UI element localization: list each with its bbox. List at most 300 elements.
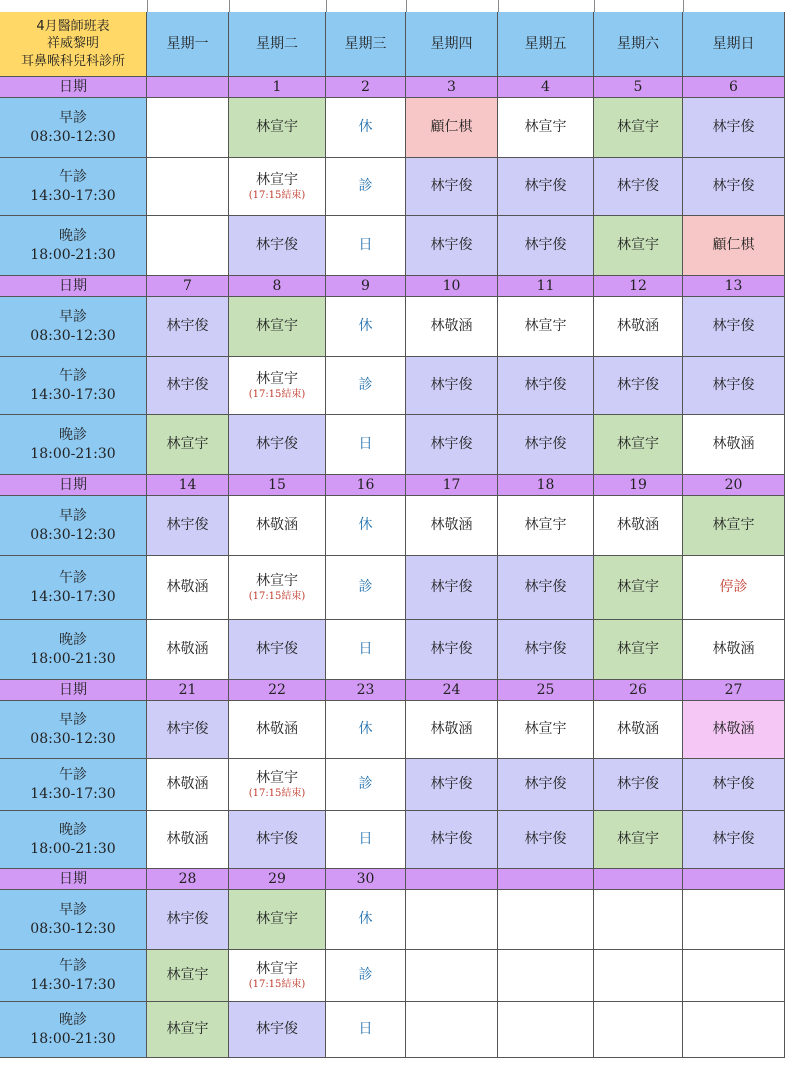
schedule-cell bbox=[594, 620, 683, 680]
doctor-name: 林宣宇 bbox=[617, 831, 659, 848]
schedule-cell bbox=[683, 357, 785, 415]
schedule-cell bbox=[229, 216, 326, 276]
date-number: 3 bbox=[447, 78, 456, 95]
session-time: 14:30-17:30 bbox=[30, 187, 116, 204]
session-name: 晚診 bbox=[59, 821, 87, 838]
session-name: 早診 bbox=[59, 901, 87, 918]
schedule-cell bbox=[406, 950, 498, 1002]
doctor-name: 林宇俊 bbox=[430, 178, 473, 195]
session-name: 午診 bbox=[59, 367, 87, 384]
schedule-cell bbox=[498, 158, 594, 216]
schedule-cell bbox=[683, 950, 785, 1002]
schedule-cell bbox=[594, 701, 683, 759]
date-row-label bbox=[0, 680, 147, 701]
doctor-name: 林宣宇 bbox=[524, 318, 567, 335]
date-cell bbox=[229, 869, 326, 890]
session-label bbox=[0, 216, 147, 276]
date-number: 7 bbox=[183, 277, 192, 294]
weekday-label: 星期四 bbox=[430, 35, 473, 52]
date-number: 23 bbox=[356, 681, 375, 698]
date-row-label bbox=[0, 869, 147, 890]
schedule-cell bbox=[594, 890, 683, 950]
session-label bbox=[0, 158, 147, 216]
schedule-cell bbox=[229, 701, 326, 759]
doctor-name: 林宣宇 bbox=[256, 119, 298, 136]
doctor-name: 林宇俊 bbox=[617, 377, 659, 394]
date-cell bbox=[498, 680, 594, 701]
schedule-cell bbox=[406, 759, 498, 811]
title-cell bbox=[0, 12, 147, 77]
doctor-name: 林宣宇 bbox=[256, 770, 298, 787]
doctor-name: 林敬涵 bbox=[430, 721, 473, 738]
schedule-cell bbox=[498, 415, 594, 475]
gridline bbox=[594, 0, 595, 12]
schedule-cell bbox=[683, 701, 785, 759]
schedule-cell bbox=[406, 1002, 498, 1058]
session-time: 18:00-21:30 bbox=[30, 650, 116, 667]
doctor-name: 林敬涵 bbox=[256, 517, 298, 534]
session-name: 早診 bbox=[59, 109, 87, 126]
weekday-header bbox=[594, 12, 683, 77]
schedule-cell bbox=[326, 701, 406, 759]
gridline bbox=[683, 0, 684, 12]
doctor-name: 顧仁棋 bbox=[712, 237, 755, 254]
schedule-cell bbox=[406, 98, 498, 158]
doctor-name: 林敬涵 bbox=[712, 641, 755, 658]
schedule-cell bbox=[147, 1002, 229, 1058]
doctor-name: 林宇俊 bbox=[430, 776, 473, 793]
schedule-cell bbox=[147, 890, 229, 950]
doctor-name: 林宇俊 bbox=[166, 721, 209, 738]
session-label bbox=[0, 1002, 147, 1058]
schedule-cell bbox=[229, 620, 326, 680]
date-number: 14 bbox=[178, 476, 197, 493]
schedule-cell bbox=[683, 811, 785, 869]
session-time: 14:30-17:30 bbox=[30, 785, 116, 802]
doctor-name: 林宣宇 bbox=[712, 517, 755, 534]
doctor-name: 林宇俊 bbox=[524, 436, 567, 453]
doctor-name: 林敬涵 bbox=[430, 517, 473, 534]
date-label: 日期 bbox=[59, 277, 87, 294]
session-time: 18:00-21:30 bbox=[30, 840, 116, 857]
gridline bbox=[498, 0, 499, 12]
session-name: 午診 bbox=[59, 766, 87, 783]
closed-marker: 診 bbox=[358, 579, 373, 596]
doctor-name: 林宇俊 bbox=[166, 517, 209, 534]
schedule-cell bbox=[229, 890, 326, 950]
closed-marker: 休 bbox=[358, 318, 373, 335]
date-row-label bbox=[0, 77, 147, 98]
doctor-name: 林宣宇 bbox=[166, 1021, 209, 1038]
schedule-cell bbox=[326, 158, 406, 216]
weekday-header bbox=[498, 12, 594, 77]
schedule-cell bbox=[498, 811, 594, 869]
doctor-name: 林宣宇 bbox=[617, 436, 659, 453]
session-label bbox=[0, 950, 147, 1002]
session-name: 晚診 bbox=[59, 631, 87, 648]
date-number: 19 bbox=[629, 476, 647, 493]
session-name: 午診 bbox=[59, 957, 87, 974]
weekday-header bbox=[406, 12, 498, 77]
date-number: 8 bbox=[272, 277, 282, 294]
title-line-2: 祥威黎明 bbox=[46, 36, 99, 52]
date-number: 21 bbox=[178, 681, 197, 698]
date-cell bbox=[406, 680, 498, 701]
schedule-cell bbox=[406, 620, 498, 680]
schedule-cell bbox=[594, 950, 683, 1002]
schedule-cell bbox=[326, 357, 406, 415]
schedule-cell bbox=[229, 950, 326, 1002]
schedule-cell bbox=[498, 357, 594, 415]
schedule-cell bbox=[229, 1002, 326, 1058]
schedule-cell bbox=[406, 701, 498, 759]
session-label bbox=[0, 415, 147, 475]
session-label bbox=[0, 556, 147, 620]
schedule-cell bbox=[326, 415, 406, 475]
schedule-cell bbox=[406, 158, 498, 216]
doctor-name: 林宇俊 bbox=[430, 237, 473, 254]
schedule-cell bbox=[406, 415, 498, 475]
date-label: 日期 bbox=[59, 681, 87, 698]
closed-marker: 診 bbox=[358, 776, 373, 793]
session-name: 晚診 bbox=[59, 1011, 87, 1028]
closed-marker: 日 bbox=[358, 641, 373, 658]
schedule-cell bbox=[229, 297, 326, 357]
schedule-cell bbox=[229, 811, 326, 869]
weekday-label: 星期日 bbox=[712, 35, 755, 52]
date-number: 22 bbox=[268, 681, 286, 698]
date-cell bbox=[683, 869, 785, 890]
schedule-cell bbox=[594, 216, 683, 276]
schedule-cell bbox=[326, 620, 406, 680]
date-cell bbox=[147, 77, 229, 98]
end-time-note: (17:15結束) bbox=[248, 189, 306, 201]
date-cell bbox=[498, 475, 594, 496]
schedule-cell bbox=[498, 890, 594, 950]
doctor-name: 林宣宇 bbox=[256, 573, 298, 590]
schedule-cell bbox=[406, 297, 498, 357]
schedule-cell bbox=[147, 950, 229, 1002]
date-number: 9 bbox=[361, 277, 370, 294]
date-cell bbox=[594, 276, 683, 297]
doctor-name: 林宇俊 bbox=[524, 178, 567, 195]
closed-marker: 診 bbox=[358, 967, 373, 984]
doctor-name: 林宣宇 bbox=[256, 911, 298, 928]
date-number: 18 bbox=[536, 476, 555, 493]
doctor-name: 林宇俊 bbox=[166, 318, 209, 335]
doctor-name: 林宣宇 bbox=[524, 721, 567, 738]
doctor-name: 林宇俊 bbox=[712, 377, 755, 394]
schedule-cell bbox=[498, 701, 594, 759]
doctor-name: 林宣宇 bbox=[617, 119, 659, 136]
end-time-note: (17:15結束) bbox=[248, 978, 306, 990]
date-cell bbox=[229, 276, 326, 297]
doctor-name: 林敬涵 bbox=[256, 721, 298, 738]
schedule-cell bbox=[147, 811, 229, 869]
date-cell bbox=[683, 680, 785, 701]
schedule-cell bbox=[147, 158, 229, 216]
session-time: 18:00-21:30 bbox=[30, 1030, 116, 1047]
doctor-name: 林宇俊 bbox=[524, 237, 567, 254]
date-cell bbox=[498, 77, 594, 98]
date-row-label bbox=[0, 276, 147, 297]
doctor-name: 林宇俊 bbox=[430, 377, 473, 394]
date-cell bbox=[147, 475, 229, 496]
schedule-cell bbox=[498, 950, 594, 1002]
schedule-cell bbox=[498, 620, 594, 680]
session-time: 14:30-17:30 bbox=[30, 588, 116, 605]
date-cell bbox=[229, 77, 326, 98]
weekday-label: 星期六 bbox=[617, 35, 659, 52]
schedule-cell bbox=[498, 297, 594, 357]
schedule-cell bbox=[498, 216, 594, 276]
title-line-1: 4月醫師班表 bbox=[36, 18, 110, 34]
date-label: 日期 bbox=[59, 78, 87, 95]
date-cell bbox=[406, 276, 498, 297]
session-name: 晚診 bbox=[59, 227, 87, 244]
session-name: 早診 bbox=[59, 308, 87, 325]
gridline bbox=[406, 0, 407, 12]
date-cell bbox=[683, 276, 785, 297]
date-cell bbox=[594, 475, 683, 496]
schedule-cell bbox=[498, 556, 594, 620]
doctor-name: 林敬涵 bbox=[617, 721, 659, 738]
doctor-name: 林宣宇 bbox=[166, 436, 209, 453]
doctor-name: 林敬涵 bbox=[712, 721, 755, 738]
schedule-cell bbox=[406, 556, 498, 620]
date-number: 17 bbox=[442, 476, 461, 493]
doctor-name: 顧仁棋 bbox=[430, 119, 473, 136]
weekday-label: 星期三 bbox=[344, 35, 387, 52]
session-name: 早診 bbox=[59, 507, 87, 524]
schedule-cell bbox=[683, 759, 785, 811]
date-cell bbox=[326, 869, 406, 890]
date-cell bbox=[406, 77, 498, 98]
doctor-name: 林宇俊 bbox=[712, 318, 755, 335]
schedule-cell bbox=[147, 216, 229, 276]
date-number: 29 bbox=[268, 870, 286, 887]
session-label bbox=[0, 496, 147, 556]
doctor-name: 林敬涵 bbox=[166, 579, 209, 596]
session-name: 午診 bbox=[59, 569, 87, 586]
doctor-name: 林宇俊 bbox=[617, 776, 659, 793]
schedule-cell bbox=[683, 1002, 785, 1058]
closed-marker: 日 bbox=[358, 831, 373, 848]
schedule-cell bbox=[147, 357, 229, 415]
date-cell bbox=[594, 869, 683, 890]
schedule-cell bbox=[326, 216, 406, 276]
doctor-name: 林敬涵 bbox=[617, 517, 659, 534]
schedule-cell bbox=[683, 556, 785, 620]
session-time: 14:30-17:30 bbox=[30, 386, 116, 403]
schedule-cell bbox=[594, 415, 683, 475]
doctor-name: 林敬涵 bbox=[166, 641, 209, 658]
doctor-name: 林宣宇 bbox=[166, 967, 209, 984]
schedule-cell bbox=[147, 98, 229, 158]
date-number: 20 bbox=[724, 476, 743, 493]
doctor-name: 林宣宇 bbox=[617, 237, 659, 254]
gridline bbox=[229, 0, 230, 12]
weekday-label: 星期二 bbox=[256, 35, 298, 52]
date-number: 5 bbox=[633, 78, 643, 95]
end-time-note: (17:15結束) bbox=[248, 787, 306, 799]
closed-marker: 日 bbox=[358, 1021, 373, 1038]
schedule-cell bbox=[229, 98, 326, 158]
doctor-name: 林宇俊 bbox=[256, 1021, 298, 1038]
schedule-cell bbox=[406, 496, 498, 556]
schedule-cell bbox=[229, 496, 326, 556]
schedule-cell bbox=[147, 556, 229, 620]
date-cell bbox=[683, 475, 785, 496]
schedule-cell bbox=[594, 158, 683, 216]
schedule-cell bbox=[326, 811, 406, 869]
schedule-cell bbox=[147, 620, 229, 680]
doctor-name: 林宇俊 bbox=[430, 831, 473, 848]
schedule-cell bbox=[406, 357, 498, 415]
session-name: 午診 bbox=[59, 168, 87, 185]
doctor-name: 林宇俊 bbox=[712, 178, 755, 195]
doctor-name: 林宣宇 bbox=[256, 961, 298, 978]
doctor-name: 林宣宇 bbox=[256, 318, 298, 335]
schedule-cell bbox=[498, 98, 594, 158]
schedule-cell bbox=[683, 98, 785, 158]
closed-marker: 休 bbox=[358, 119, 373, 136]
date-number: 13 bbox=[724, 277, 743, 294]
schedule-cell bbox=[498, 759, 594, 811]
schedule-cell bbox=[498, 496, 594, 556]
schedule-cell bbox=[229, 415, 326, 475]
session-time: 08:30-12:30 bbox=[30, 526, 116, 543]
doctor-name: 林宇俊 bbox=[256, 641, 298, 658]
doctor-name: 林宇俊 bbox=[430, 436, 473, 453]
doctor-name: 林宇俊 bbox=[256, 831, 298, 848]
doctor-name: 林宣宇 bbox=[617, 579, 659, 596]
doctor-name: 林宇俊 bbox=[712, 831, 755, 848]
schedule-cell bbox=[406, 890, 498, 950]
weekday-header bbox=[147, 12, 229, 77]
schedule-cell bbox=[326, 1002, 406, 1058]
session-time: 08:30-12:30 bbox=[30, 327, 116, 344]
doctor-name: 林宇俊 bbox=[256, 436, 298, 453]
schedule-cell bbox=[326, 98, 406, 158]
session-label bbox=[0, 890, 147, 950]
schedule-cell bbox=[326, 496, 406, 556]
weekday-header bbox=[326, 12, 406, 77]
doctor-name: 林敬涵 bbox=[617, 318, 659, 335]
schedule-cell bbox=[594, 811, 683, 869]
date-cell bbox=[326, 276, 406, 297]
schedule-cell bbox=[147, 297, 229, 357]
weekday-label: 星期五 bbox=[524, 35, 567, 52]
schedule-cell bbox=[229, 556, 326, 620]
gridline bbox=[147, 0, 148, 12]
gridline bbox=[326, 0, 327, 12]
schedule-cell bbox=[147, 701, 229, 759]
closed-marker: 診 bbox=[358, 377, 373, 394]
doctor-name: 林宇俊 bbox=[430, 641, 473, 658]
closed-marker: 休 bbox=[358, 911, 373, 928]
date-number: 26 bbox=[629, 681, 647, 698]
schedule-cell bbox=[406, 216, 498, 276]
doctor-name: 林宇俊 bbox=[617, 178, 659, 195]
date-number: 16 bbox=[356, 476, 375, 493]
session-time: 14:30-17:30 bbox=[30, 976, 116, 993]
date-number: 30 bbox=[356, 870, 375, 887]
doctor-name: 林宣宇 bbox=[617, 641, 659, 658]
session-label bbox=[0, 701, 147, 759]
schedule-cell bbox=[147, 415, 229, 475]
doctor-name: 林宇俊 bbox=[166, 377, 209, 394]
doctor-name: 林宇俊 bbox=[712, 776, 755, 793]
session-label bbox=[0, 357, 147, 415]
date-row-label bbox=[0, 475, 147, 496]
date-cell bbox=[594, 680, 683, 701]
date-number: 4 bbox=[541, 78, 550, 95]
date-number: 25 bbox=[536, 681, 555, 698]
session-label bbox=[0, 759, 147, 811]
date-cell bbox=[147, 276, 229, 297]
schedule-cell bbox=[683, 216, 785, 276]
session-label bbox=[0, 98, 147, 158]
doctor-name: 林敬涵 bbox=[166, 831, 209, 848]
doctor-name: 林宣宇 bbox=[256, 371, 298, 388]
closed-marker: 日 bbox=[358, 436, 373, 453]
session-label bbox=[0, 811, 147, 869]
doctor-name: 林宣宇 bbox=[524, 517, 567, 534]
date-number: 11 bbox=[536, 277, 555, 294]
end-time-note: (17:15結束) bbox=[248, 388, 306, 400]
schedule-cell bbox=[683, 620, 785, 680]
schedule-cell bbox=[229, 158, 326, 216]
date-number: 27 bbox=[724, 681, 743, 698]
schedule-cell bbox=[326, 297, 406, 357]
schedule-cell bbox=[498, 1002, 594, 1058]
schedule-cell bbox=[406, 811, 498, 869]
schedule-cell bbox=[594, 759, 683, 811]
date-label: 日期 bbox=[59, 476, 87, 493]
date-number: 1 bbox=[272, 78, 282, 95]
date-number: 2 bbox=[361, 78, 370, 95]
stop-marker: 停診 bbox=[719, 579, 748, 596]
end-time-note: (17:15結束) bbox=[248, 590, 306, 602]
doctor-name: 林宇俊 bbox=[524, 579, 567, 596]
weekday-label: 星期一 bbox=[166, 35, 209, 52]
date-number: 28 bbox=[178, 870, 197, 887]
schedule-cell bbox=[683, 890, 785, 950]
doctor-name: 林宇俊 bbox=[166, 911, 209, 928]
closed-marker: 日 bbox=[358, 237, 373, 254]
date-cell bbox=[498, 869, 594, 890]
schedule-cell bbox=[326, 759, 406, 811]
date-cell bbox=[326, 77, 406, 98]
date-cell bbox=[498, 276, 594, 297]
doctor-name: 林敬涵 bbox=[712, 436, 755, 453]
schedule-cell bbox=[147, 759, 229, 811]
schedule-cell bbox=[326, 556, 406, 620]
session-label bbox=[0, 620, 147, 680]
schedule-cell bbox=[594, 98, 683, 158]
session-time: 18:00-21:30 bbox=[30, 445, 116, 462]
date-cell bbox=[147, 680, 229, 701]
doctor-name: 林宇俊 bbox=[430, 579, 473, 596]
schedule-cell bbox=[683, 415, 785, 475]
doctor-name: 林敬涵 bbox=[166, 776, 209, 793]
doctor-name: 林宇俊 bbox=[524, 776, 567, 793]
closed-marker: 休 bbox=[358, 721, 373, 738]
closed-marker: 診 bbox=[358, 178, 373, 195]
session-time: 08:30-12:30 bbox=[30, 920, 116, 937]
doctor-name: 林宇俊 bbox=[256, 237, 298, 254]
